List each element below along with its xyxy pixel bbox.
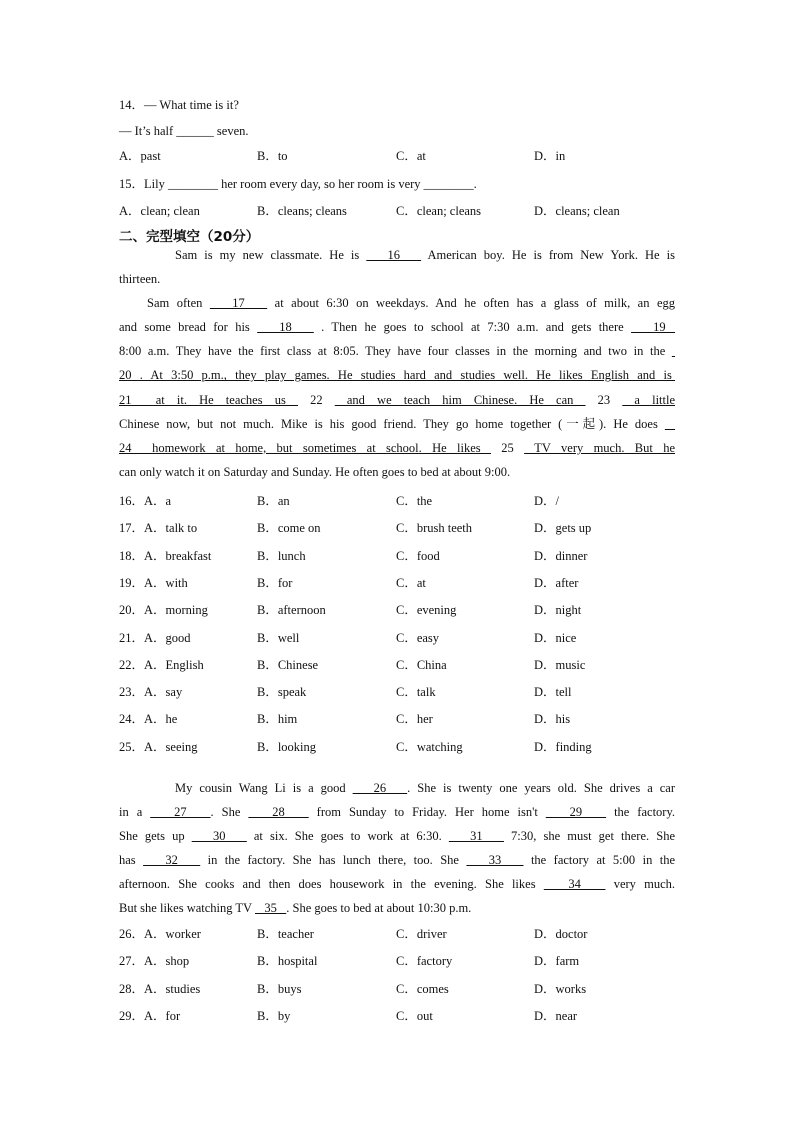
- option-text: A．good: [144, 630, 191, 645]
- passage-line: [119, 896, 675, 920]
- option-b: B．to: [257, 149, 288, 163]
- option-text: A．morning: [144, 603, 208, 618]
- option-c: C．watching: [396, 739, 463, 754]
- question-number: 29．: [119, 1008, 145, 1023]
- question-number: 22．: [119, 657, 145, 672]
- cloze-blank: . At 3:50 p.m., they play games. He studies hard and studies well. He likes English and is: [131, 368, 675, 383]
- cloze-blank: 27: [150, 805, 211, 820]
- option-d: D．finding: [534, 739, 592, 754]
- question-number: 27．: [119, 954, 145, 969]
- question-number: 18．: [119, 548, 145, 563]
- option-b: B．hospital: [257, 954, 318, 969]
- cloze-blank: [672, 344, 675, 358]
- question-15-options: [119, 203, 679, 219]
- option-a: [119, 926, 201, 942]
- passage-text: Chinese now, but not much. Mike is his good friend. They go home together (一起). He does: [119, 416, 665, 431]
- question-number: 21．: [119, 630, 145, 645]
- passage-line: [119, 436, 675, 460]
- passage-text: very much.: [605, 877, 676, 892]
- passage-text: can only watch it on Saturday and Sunday. He often goes to bed at about 9:00.: [119, 464, 511, 479]
- option-a: [119, 493, 171, 509]
- option-d: D．works: [534, 981, 587, 996]
- option-d: D．doctor: [534, 927, 588, 941]
- option-text: A．breakfast: [144, 548, 212, 563]
- cloze-blank: TV very much. But he: [524, 440, 675, 455]
- option-c: C．evening: [396, 603, 457, 618]
- passage-text: at about 6:30 on weekdays. And he often has a glass of milk, an egg: [267, 296, 675, 311]
- option-d: D．gets up: [534, 521, 592, 536]
- option-a: [119, 739, 197, 755]
- passage-text: from Sunday to Friday. Her home isn't: [308, 805, 546, 820]
- option-b: B．well: [257, 630, 300, 645]
- option-c: C．at: [396, 149, 426, 163]
- option-d: D．dinner: [534, 548, 588, 563]
- option-c: C．the: [396, 494, 433, 508]
- cloze-passage-1: [119, 243, 675, 484]
- option-a: [119, 520, 197, 536]
- option-b: B．an: [257, 494, 290, 508]
- option-c: C．comes: [396, 981, 449, 996]
- passage-text: the factory.: [606, 805, 676, 820]
- passage-text: in the factory. She has lunch there, too. She: [200, 853, 467, 868]
- passage-text: 7:30, she must get there. She: [503, 829, 675, 844]
- option-a: [119, 630, 191, 646]
- passage-text: But she likes watching TV: [119, 901, 255, 916]
- section-title: 二、完型填空（20分）: [119, 229, 260, 245]
- cloze-blank: 28: [248, 805, 309, 820]
- question-row: [119, 926, 679, 942]
- option-b: B．looking: [257, 739, 317, 754]
- option-b: B．cleans; cleans: [257, 204, 347, 218]
- passage-text: . She goes to bed at about 10:30 p.m.: [286, 901, 472, 916]
- question-row: [119, 739, 679, 755]
- cloze-blank: homework at home, but sometimes at school. He likes: [131, 440, 491, 455]
- option-b: B．Chinese: [257, 657, 319, 672]
- option-a: [119, 657, 204, 673]
- option-d: D．/: [534, 494, 560, 508]
- cloze-blank: 35: [255, 901, 287, 916]
- option-text: A．worker: [144, 927, 201, 941]
- passage-text: 22: [297, 392, 335, 407]
- passage-text: thirteen.: [119, 272, 161, 287]
- question-number: 23．: [119, 685, 145, 700]
- question-row: [119, 630, 679, 646]
- option-a: [119, 684, 182, 700]
- cloze-blank: 33: [466, 853, 524, 868]
- question-number: 20．: [119, 603, 145, 618]
- passage-line: [119, 800, 675, 824]
- option-c: C．brush teeth: [396, 521, 473, 536]
- option-c: C．China: [396, 657, 447, 672]
- passage-line: [119, 460, 675, 484]
- option-a: [119, 602, 208, 618]
- passage-text: . Then he goes to school at 7:30 a.m. and gets there: [313, 320, 632, 335]
- passage-line: [119, 776, 675, 800]
- question-row: [119, 493, 679, 509]
- cloze-blank: 19: [631, 320, 676, 335]
- option-b: B．afternoon: [257, 603, 326, 618]
- question-14-stem: 14．— What time is it?: [119, 98, 239, 112]
- cloze-blank: at it. He teaches us: [131, 392, 298, 407]
- passage-text: in a: [119, 805, 151, 820]
- option-text: A．he: [144, 712, 178, 727]
- cloze-blank: a little: [622, 392, 676, 407]
- question-number: 25．: [119, 739, 145, 754]
- option-c: C．her: [396, 712, 433, 727]
- question-row: [119, 602, 679, 618]
- option-a: [119, 548, 211, 564]
- option-text: A．a: [144, 494, 172, 508]
- option-c: C．at: [396, 575, 426, 590]
- option-a: A．clean; clean: [119, 204, 200, 218]
- option-c: C．factory: [396, 954, 453, 969]
- cloze-blank: 20: [119, 368, 132, 383]
- question-row: [119, 1008, 679, 1024]
- cloze-blank: [665, 417, 675, 431]
- passage-line: [119, 243, 675, 267]
- question-number: 19．: [119, 575, 145, 590]
- passage-text: Sam often: [147, 296, 210, 311]
- option-c: C．clean; cleans: [396, 204, 482, 218]
- passage-line: [119, 848, 675, 872]
- option-c: C．easy: [396, 630, 440, 645]
- passage-line: [119, 363, 675, 387]
- option-b: B．for: [257, 575, 293, 590]
- option-d: D．tell: [534, 685, 572, 700]
- cloze-blank: 17: [209, 296, 268, 311]
- question-row: [119, 548, 679, 564]
- option-a: [119, 953, 189, 969]
- option-d: D．night: [534, 603, 582, 618]
- passage-text: and some bread for his: [119, 320, 258, 335]
- option-d: D．music: [534, 657, 586, 672]
- passage-line: [119, 412, 675, 436]
- passage-text: afternoon. She cooks and then does housework in the evening. She likes: [119, 877, 544, 892]
- passage-text: American boy. He is from New York. He is: [421, 248, 675, 262]
- passage-line: [119, 824, 675, 848]
- option-d: D．in: [534, 149, 566, 163]
- option-c: C．out: [396, 1008, 433, 1023]
- option-b: B．him: [257, 712, 298, 727]
- question-number: 26．: [119, 927, 145, 941]
- option-a: [119, 711, 177, 727]
- question-row: [119, 684, 679, 700]
- cloze-blank: 32: [143, 853, 201, 868]
- question-row: [119, 657, 679, 673]
- option-b: B．lunch: [257, 548, 306, 563]
- passage-text: at six. She goes to work at 6:30.: [246, 829, 449, 844]
- option-text: A．shop: [144, 954, 190, 969]
- option-b: B．speak: [257, 685, 307, 700]
- cloze-blank: 26: [352, 781, 408, 795]
- cloze-blank: 29: [545, 805, 607, 820]
- option-d: D．after: [534, 575, 579, 590]
- option-c: C．food: [396, 548, 440, 563]
- passage-text: 8:00 a.m. They have the first class at 8:05. They have four classes in the morning and two in the: [119, 344, 672, 359]
- question-number: 24．: [119, 712, 145, 727]
- option-a: [119, 981, 200, 997]
- option-a: A．past: [119, 149, 161, 163]
- option-text: A．seeing: [144, 739, 198, 754]
- passage-line: [119, 339, 675, 363]
- option-a: [119, 575, 188, 591]
- option-a: [119, 1008, 180, 1024]
- option-d: D．cleans; clean: [534, 204, 620, 218]
- option-d: D．farm: [534, 954, 580, 969]
- option-text: A．say: [144, 685, 183, 700]
- cloze-blank: 31: [448, 829, 504, 844]
- passage-line: [119, 388, 675, 412]
- option-text: A．English: [144, 657, 204, 672]
- option-c: C．driver: [396, 927, 447, 941]
- passage-line: [119, 315, 675, 339]
- cloze-blank: 16: [366, 248, 422, 262]
- passage-line: [119, 872, 675, 896]
- question-row: [119, 711, 679, 727]
- question-number: 28．: [119, 981, 145, 996]
- passage-text: the factory at 5:00 in the: [523, 853, 676, 868]
- question-number: 17．: [119, 521, 145, 536]
- option-text: A．with: [144, 575, 188, 590]
- passage-text: 25: [490, 440, 525, 455]
- option-d: D．nice: [534, 630, 577, 645]
- question-number: 16．: [119, 494, 145, 508]
- passage-text: 23: [585, 392, 623, 407]
- question-row: [119, 575, 679, 591]
- option-b: B．buys: [257, 981, 302, 996]
- option-d: D．his: [534, 712, 571, 727]
- cloze-passage-2: [119, 776, 675, 921]
- option-b: B．come on: [257, 521, 321, 536]
- cloze-blank: 24: [119, 440, 132, 455]
- option-c: C．talk: [396, 685, 436, 700]
- option-b: B．by: [257, 1008, 291, 1023]
- passage-text: has: [119, 853, 144, 868]
- passage-text: She gets up: [119, 829, 192, 844]
- cloze-blank: 18: [257, 320, 314, 335]
- passage-text: My cousin Wang Li is a good: [175, 781, 353, 795]
- question-row: [119, 981, 679, 997]
- question-row: [119, 953, 679, 969]
- option-d: D．near: [534, 1008, 578, 1023]
- passage-line: [119, 291, 675, 315]
- option-text: A．studies: [144, 981, 201, 996]
- passage-text: . She: [210, 805, 249, 820]
- question-14-options: [119, 148, 679, 164]
- passage-line: [119, 267, 675, 291]
- option-text: A．talk to: [144, 521, 198, 536]
- cloze-blank: 30: [191, 829, 247, 844]
- option-b: B．teacher: [257, 927, 314, 941]
- passage-text: . She is twenty one years old. She drives a car: [407, 781, 676, 795]
- question-14-response: — It’s half ______ seven.: [119, 124, 249, 138]
- question-row: [119, 520, 679, 536]
- cloze-blank: 21: [119, 392, 132, 407]
- cloze-blank: 34: [543, 877, 606, 892]
- cloze-blank: and we teach him Chinese. He can: [334, 392, 586, 407]
- passage-text: Sam is my new classmate. He is: [175, 248, 367, 262]
- option-text: A．for: [144, 1008, 181, 1023]
- question-15-stem: 15．Lily ________ her room every day, so her room is very ________.: [119, 177, 477, 191]
